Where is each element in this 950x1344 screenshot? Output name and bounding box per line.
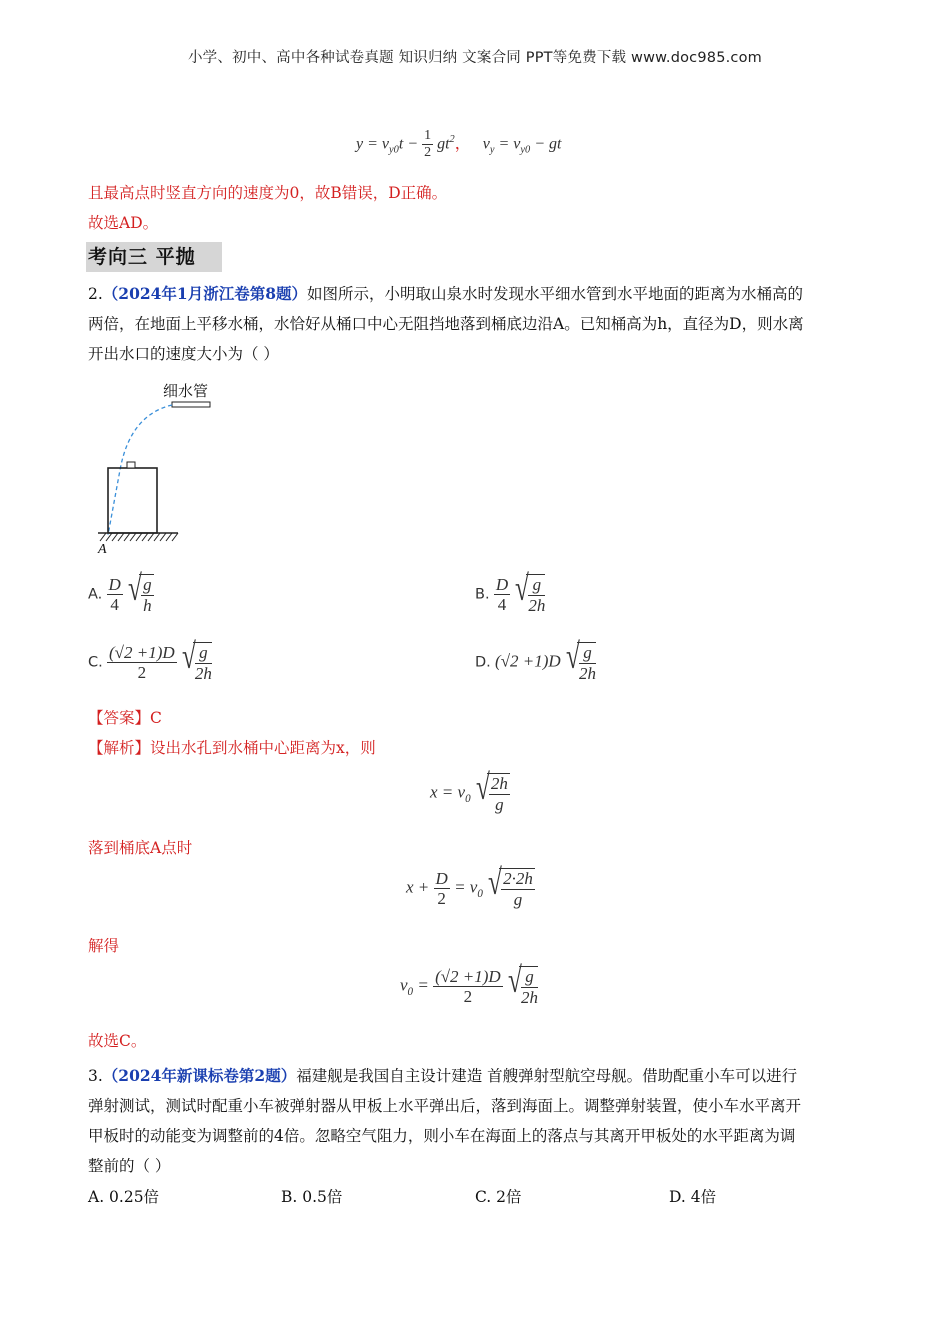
q2-source: （2024年1月浙江卷第8题）	[102, 284, 308, 303]
equation-x: $x = v_0$ √ $\frac{2h}{g}$	[430, 773, 510, 814]
option-D[interactable]: D. (√2 +1)D √ $\frac{g}{2h}$	[475, 642, 596, 683]
pipe	[172, 402, 210, 407]
top-equation: $y = v_{y0}t$ − $\frac{1}{2}$ $gt^2$， $v_y = v_{y0}$ − gt	[356, 128, 562, 161]
q3-option-D[interactable]: D. 4倍	[669, 1188, 717, 1206]
q3-option-C[interactable]: C. 2倍	[475, 1188, 522, 1206]
q2-text: 2.（2024年1月浙江卷第8题）如图所示，小明取山泉水时发现水平细水管到水平地面的距离为水桶高的 两倍，在地面上平移水桶，水恰好从桶口中心无阻挡地落到桶底边沿A。已知桶高为h，直径为D，则水离 开出水口的速度大小为（ ）	[88, 284, 804, 363]
q2-answer: 【答案】C	[88, 709, 162, 727]
section-title: 考向三 平抛	[86, 242, 222, 272]
equation-v0: $v_0$ = $\frac{(√2 +1)D}{2}$ √ $\frac{g}{2h}$	[400, 966, 538, 1007]
q2-step3: 解得	[88, 937, 120, 955]
prev-solution-line1: 且最高点时竖直方向的速度为0，故B错误，D正确。	[88, 184, 448, 202]
option-C[interactable]: C. $\frac{(√2 +1)D}{2}$ √ $\frac{g}{2h}$	[88, 642, 212, 683]
pipe-label: 细水管	[163, 382, 209, 400]
equation-x-plus-half-d: x + $\frac{D}{2}$ = $v_0$ √ $\frac{2\cdot 2h}{g}$	[406, 868, 535, 909]
option-B[interactable]: B. $\frac{D}{4}$ √ $\frac{g}{2h}$	[475, 574, 545, 615]
q2-conclusion: 故选C。	[88, 1032, 147, 1050]
bucket	[108, 468, 157, 533]
bucket-mouth	[127, 462, 135, 468]
water-trajectory	[108, 405, 172, 535]
ground-hatching	[100, 533, 178, 541]
option-A[interactable]: A. $\frac{D}{4}$ √ $\frac{g}{h}$	[88, 574, 154, 615]
q3-text: 3.（2024年新课标卷第2题）福建舰是我国自主设计建造 首艘弹射型航空母舰。借助配重小车可以进行 弹射测试，测试时配重小车被弹射器从甲板上水平弹出后，落到海面上。调整弹射装置，使小车水平离开 甲板时的动能变为调整前的4倍。忽略空气阻力，则小车在海面上的落点与其离开甲板处的水平距离为调 整前的（ ）	[88, 1066, 802, 1175]
q3-source: （2024年新课标卷第2题）	[102, 1066, 297, 1085]
bucket-figure	[90, 375, 220, 560]
q3-option-A[interactable]: A. 0.25倍	[88, 1188, 160, 1206]
point-A-label: A	[98, 542, 107, 557]
q2-analysis: 【解析】设出水孔到水桶中心距离为x，则	[88, 739, 376, 757]
q2-step2: 落到桶底A点时	[88, 839, 193, 857]
q3-number: 3.	[88, 1067, 103, 1085]
q2-number: 2.	[88, 285, 103, 303]
q3-option-B[interactable]: B. 0.5倍	[281, 1188, 343, 1206]
prev-solution-line2: 故选AD。	[88, 214, 159, 232]
page-header: 小学、初中、高中各种试卷真题 知识归纳 文案合同 PPT等免费下载 www.doc985.com	[187, 50, 763, 66]
